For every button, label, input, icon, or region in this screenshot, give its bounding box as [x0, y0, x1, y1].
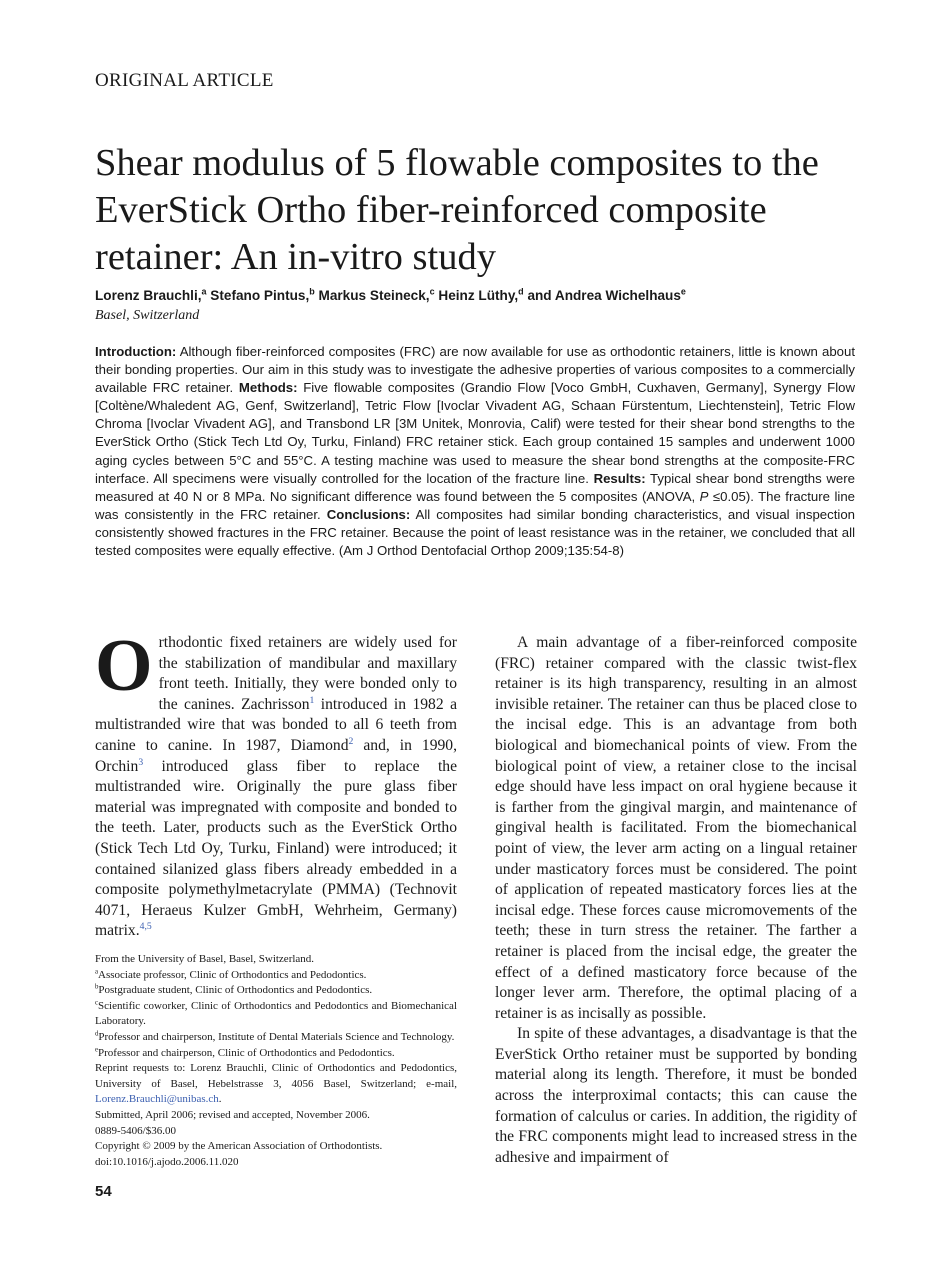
reference-citation: 2	[348, 735, 354, 747]
footnote-mark: b	[95, 983, 99, 991]
footnote-text: Associate professor, Clinic of Orthodontics and Pedodontics.	[98, 968, 367, 981]
author-location: Basel, Switzerland	[95, 308, 200, 323]
abstract-heading: Conclusions:	[326, 506, 411, 522]
article-title: Shear modulus of 5 flowable composites to the EverStick Ortho fiber-reinforced composite retainer: An in-vitro study	[95, 142, 819, 278]
abstract-text: ≤0.05). The fracture line was consistently in the FRC retainer.	[95, 488, 855, 522]
author-affiliation-mark: c	[429, 286, 435, 297]
footnote-text: Professor and chairperson, Clinic of Orthodontics and Pedodontics.	[98, 1046, 395, 1059]
abstract-text: Typical shear bond strengths were measured at 40 N or 8 MPa. No significant difference was found between the 5 composites (ANOVA,	[95, 470, 855, 504]
footnote-mark: c	[95, 999, 99, 1007]
footnote-price: 0889-5406/$36.00	[95, 1124, 176, 1137]
footnote	[95, 1030, 457, 1046]
abstract-heading: Introduction:	[95, 344, 177, 359]
abstract-text: All composites had similar bonding characteristics, and visual inspection consistently showed fractures in the FRC retainer. Because the point of least resistance was in the retainer, we concluded that all tested composites were equally effective. (Am J Orthod Dentofacial Orthop 2009;135:54-8)	[95, 506, 855, 559]
drop-cap: O	[95, 625, 153, 707]
footnote-reprint: Reprint requests to: Lorenz Brauchli, Clinic of Orthodontics and Pedodontics, University of Basel, Hebelstrasse 3, 4056 Basel, Switzerland; e-mail, Lorenz.Brauchli@unibas.ch.	[95, 1062, 457, 1106]
abstract-heading: Results:	[593, 470, 646, 486]
author-name: Lorenz Brauchli,	[95, 288, 202, 303]
author-name: Heinz Lüthy,	[434, 288, 519, 303]
reference-citation: 4,5	[139, 921, 152, 933]
body-text: introduced glass fiber to replace the multistranded wire. Originally the pure glass fiber material was impregnated with composite and bonded to the teeth. Later, products such as the EverStick Ortho (Stick Tech Ltd Oy, Turku, Finland) were introduced; it contained silanized glass fibers already embedded in a composite polymethylmetacrylate (PMMA) (Technovit 4071, Heraeus Kulzer GmbH, Wehrheim, Germany) matrix.	[95, 757, 457, 940]
author-name: Markus Steineck,	[314, 288, 430, 303]
body-paragraph: A main advantage of a fiber-reinforced composite (FRC) retainer compared with the classic twist-flex retainer is its high transparency, resulting in an almost invisible retainer. The retainer can thus be placed close to the incisal edge. This is an advantage from both biological and biomechanical points of view. From the biological point of view, a retainer close to the incisal edge should have less impact on oral hygiene because it is farther from the gingival margin, and maintenance of gingival health is facilitated. From the biomechanical point of view, the lever arm acting on a lingual retainer under masticatory forces must be considered. The point of application of repeated masticatory forces lies at the incisal edge. These forces cause micromovements of the teeth; these in turn stress the retainer. The farther a retainer is placed from the incisal edge, the greater the effect of a defined masticatory force because of the longer lever arm. Therefore, the optimal placing of a retainer is as incisally as possible.	[495, 634, 857, 1022]
footnote	[95, 999, 457, 1030]
body-paragraph	[95, 625, 457, 942]
footnote-text: Postgraduate student, Clinic of Orthodontics and Pedodontics.	[98, 984, 373, 997]
author-list	[95, 288, 686, 303]
footnote-text: Scientific coworker, Clinic of Orthodontics and Pedodontics and Biomechanical Laboratory.	[95, 999, 457, 1028]
footnote-mark: a	[95, 967, 99, 975]
reference-citation: 3	[138, 756, 144, 768]
abstract-text: Although fiber-reinforced composites (FRC) are now available for use as orthodontic retainers, little is known about their bonding properties. Our aim in this study was to investigate the adhesive properties of various composites to a commercially available FRC retainer.	[95, 344, 855, 396]
footnote-doi: doi:10.1016/j.ajodo.2006.11.020	[95, 1155, 239, 1168]
body-text: introduced in 1982 a multistranded wire that was bonded to all 6 teeth from canine to canine. In 1987, Diamond	[95, 695, 457, 754]
abstract-heading: Methods:	[238, 380, 298, 396]
body-column-right	[495, 633, 857, 1168]
footnote-submitted: Submitted, April 2006; revised and accepted, November 2006.	[95, 1108, 370, 1121]
footnote	[95, 983, 457, 999]
section-label: ORIGINAL ARTICLE	[95, 70, 274, 91]
body-column-left	[95, 625, 457, 942]
body-text: rthodontic fixed retainers are widely used for the stabilization of mandibular and maxillary front teeth. Initially, they were bonded only to the canines. Zachrisson	[158, 634, 457, 713]
author-affiliation-mark: a	[201, 286, 207, 297]
author-affiliation-mark: b	[309, 286, 315, 297]
footnote-mark: d	[95, 1030, 99, 1038]
reference-citation: 1	[309, 694, 315, 706]
footnote-copyright: Copyright © 2009 by the American Association of Orthodontists.	[95, 1140, 383, 1153]
footnote-mark: e	[95, 1045, 99, 1053]
footnote-text: Professor and chairperson, Institute of Dental Materials Science and Technology.	[98, 1030, 455, 1043]
author-affiliation-mark: d	[518, 286, 524, 297]
body-text: and, in 1990, Orchin	[95, 736, 457, 775]
author-name: Stefano Pintus,	[206, 288, 310, 303]
author-name: and Andrea Wichelhaus	[523, 288, 681, 303]
footnote	[95, 1046, 457, 1062]
footnote-affiliation: From the University of Basel, Basel, Switzerland.	[95, 953, 315, 965]
email-link[interactable]: Lorenz.Brauchli@unibas.ch	[95, 1093, 219, 1106]
footnotes	[95, 952, 457, 1170]
page-number: 54	[95, 1183, 112, 1200]
author-affiliation-mark: e	[680, 286, 686, 297]
body-paragraph: In spite of these advantages, a disadvantage is that the EverStick Ortho retainer must be supported by bonding material along its length. Therefore, it must be bonded across the interproximal contacts; this can cause the formation of calculus or caries. In addition, the rigidity of the FRC components might lead to increased stress in the adhesive and impairment of	[495, 1025, 857, 1166]
abstract-italic: P	[699, 488, 709, 504]
abstract-text: Five flowable composites (Grandio Flow [Voco GmbH, Cuxhaven, Germany], Synergy Flow [Coltène/Whaledent AG, Genf, Switzerland], Tetric Flow [Ivoclar Vivadent AG, Schaan Fürstentum, Liechtenstein], Tetric Flow Chroma [Ivoclar Vivadent AG], and Transbond LR [3M Unitek, Monrovia, Calif) were tested for their shear bond strengths to the EverStick Ortho (Stick Tech Ltd Oy, Turku, Finland) FRC retainer stick. Each group contained 15 samples and underwent 1000 aging cycles between 5°C and 55°C. A testing machine was used to measure the shear bond strengths at the composite-FRC interface. All specimens were visually controlled for the location of the fracture line.	[95, 380, 855, 486]
abstract	[95, 343, 855, 560]
footnote	[95, 968, 457, 984]
